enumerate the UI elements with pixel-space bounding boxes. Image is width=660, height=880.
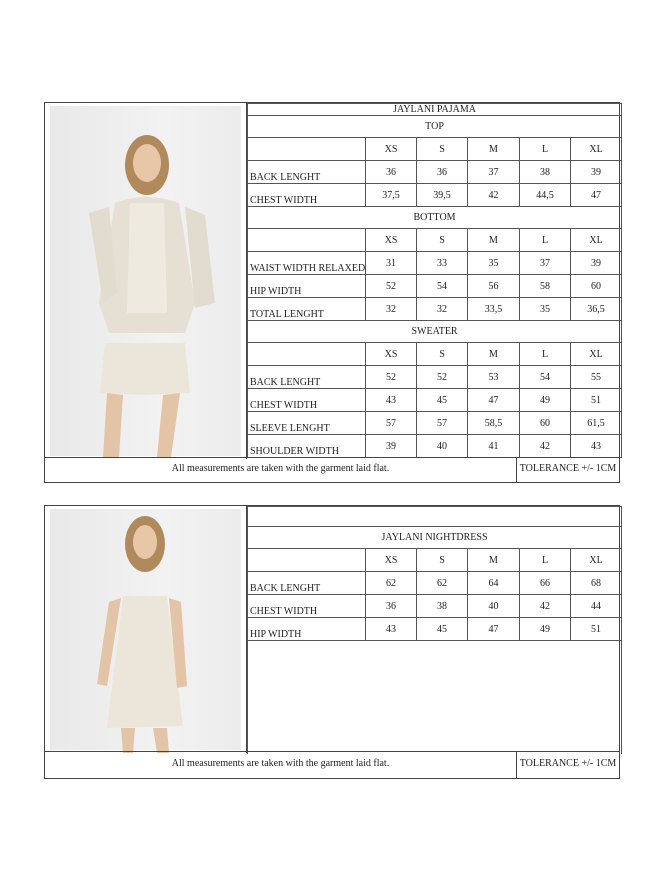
measurement-label: CHEST WIDTH <box>248 184 366 207</box>
measurement-value: 38 <box>417 595 468 618</box>
tolerance-label: TOLERANCE +/- 1CM <box>516 752 619 778</box>
measurement-value: 32 <box>417 298 468 321</box>
blank-row <box>248 507 622 527</box>
size-header: XL <box>571 138 622 161</box>
measurement-value: 31 <box>366 252 417 275</box>
size-header: L <box>520 549 571 572</box>
table-row <box>248 595 622 618</box>
measurement-value: 52 <box>417 366 468 389</box>
size-header: XL <box>571 229 622 252</box>
table-row <box>248 275 622 298</box>
measurement-label: BACK LENGHT <box>248 366 366 389</box>
measurement-value: 42 <box>468 184 520 207</box>
measurement-value: 52 <box>366 275 417 298</box>
pajama-model-photo <box>45 103 247 459</box>
section-title: BOTTOM <box>248 207 622 229</box>
size-header: L <box>520 138 571 161</box>
table-row <box>248 252 622 275</box>
blank-cell <box>248 641 622 754</box>
pajama-model-figure <box>45 103 247 459</box>
measurement-value: 58,5 <box>468 412 520 435</box>
measurement-value: 35 <box>468 252 520 275</box>
measurement-value: 43 <box>571 435 622 458</box>
measurement-label: BACK LENGHT <box>248 161 366 184</box>
measurement-value: 36 <box>366 161 417 184</box>
measurement-value: 60 <box>571 275 622 298</box>
size-header: M <box>468 229 520 252</box>
measurement-value: 45 <box>417 618 468 641</box>
measurement-value: 37 <box>468 161 520 184</box>
size-header-row <box>248 229 622 252</box>
measurement-value: 57 <box>366 412 417 435</box>
measurement-value: 64 <box>468 572 520 595</box>
size-header: L <box>520 343 571 366</box>
measurement-value: 66 <box>520 572 571 595</box>
measurement-value: 33 <box>417 252 468 275</box>
empty-header-cell <box>248 229 366 252</box>
table-row <box>248 161 622 184</box>
measurement-value: 43 <box>366 618 417 641</box>
measurement-value: 54 <box>520 366 571 389</box>
size-header: XS <box>366 549 417 572</box>
empty-header-cell <box>248 549 366 572</box>
table-row <box>248 389 622 412</box>
table-row <box>248 618 622 641</box>
measurement-value: 39 <box>366 435 417 458</box>
pajama-footer <box>45 457 619 482</box>
measurement-value: 43 <box>366 389 417 412</box>
measurement-value: 49 <box>520 618 571 641</box>
measurement-value: 32 <box>366 298 417 321</box>
blank-cell <box>248 507 622 527</box>
size-header: XS <box>366 343 417 366</box>
measurement-label: SLEEVE LENGHT <box>248 412 366 435</box>
table-row <box>248 435 622 458</box>
measurement-value: 60 <box>520 412 571 435</box>
measurement-label: SHOULDER WIDTH <box>248 435 366 458</box>
size-header: XL <box>571 549 622 572</box>
measurement-value: 40 <box>468 595 520 618</box>
measurement-value: 47 <box>468 618 520 641</box>
section-title: TOP <box>248 116 622 138</box>
measurement-label: HIP WIDTH <box>248 275 366 298</box>
measurement-value: 47 <box>571 184 622 207</box>
pajama-size-chart <box>44 102 620 483</box>
measurement-value: 36 <box>417 161 468 184</box>
nightdress-model-figure <box>45 506 247 753</box>
nightdress-size-chart <box>44 505 620 779</box>
measurement-note: All measurements are taken with the garment laid flat. <box>171 463 390 474</box>
title-row <box>248 527 622 549</box>
empty-header-cell <box>248 343 366 366</box>
size-header-row <box>248 549 622 572</box>
measurement-note: All measurements are taken with the garment laid flat. <box>171 758 390 769</box>
measurement-value: 40 <box>417 435 468 458</box>
title-row <box>248 104 622 116</box>
nightdress-footer <box>45 751 619 778</box>
measurement-value: 35 <box>520 298 571 321</box>
measurement-value: 38 <box>520 161 571 184</box>
size-header: S <box>417 229 468 252</box>
table-row <box>248 298 622 321</box>
measurement-value: 49 <box>520 389 571 412</box>
measurement-value: 36 <box>366 595 417 618</box>
measurement-value: 41 <box>468 435 520 458</box>
measurement-value: 61,5 <box>571 412 622 435</box>
measurement-value: 56 <box>468 275 520 298</box>
nightdress-table <box>247 506 622 754</box>
measurement-value: 58 <box>520 275 571 298</box>
size-header: S <box>417 343 468 366</box>
section-title: SWEATER <box>248 321 622 343</box>
measurement-value: 51 <box>571 389 622 412</box>
measurement-value: 51 <box>571 618 622 641</box>
size-header: XS <box>366 229 417 252</box>
size-header: L <box>520 229 571 252</box>
table-title: JAYLANI NIGHTDRESS <box>248 527 622 549</box>
size-header: S <box>417 138 468 161</box>
measurement-value: 39,5 <box>417 184 468 207</box>
section-row <box>248 321 622 343</box>
measurement-value: 36,5 <box>571 298 622 321</box>
measurement-value: 62 <box>366 572 417 595</box>
table-row <box>248 366 622 389</box>
measurement-value: 45 <box>417 389 468 412</box>
pajama-table <box>247 103 622 458</box>
table-row <box>248 412 622 435</box>
measurement-value: 68 <box>571 572 622 595</box>
measurement-value: 42 <box>520 435 571 458</box>
measurement-value: 47 <box>468 389 520 412</box>
measurement-value: 44 <box>571 595 622 618</box>
measurement-label: CHEST WIDTH <box>248 389 366 412</box>
measurement-value: 54 <box>417 275 468 298</box>
nightdress-model-photo <box>45 506 247 753</box>
measurement-value: 53 <box>468 366 520 389</box>
measurement-value: 57 <box>417 412 468 435</box>
measurement-label: BACK LENGHT <box>248 572 366 595</box>
table-row <box>248 572 622 595</box>
measurement-value: 39 <box>571 161 622 184</box>
measurement-value: 39 <box>571 252 622 275</box>
size-header-row <box>248 138 622 161</box>
measurement-value: 42 <box>520 595 571 618</box>
measurement-value: 37 <box>520 252 571 275</box>
measurement-value: 62 <box>417 572 468 595</box>
section-row <box>248 116 622 138</box>
size-header: XL <box>571 343 622 366</box>
size-header-row <box>248 343 622 366</box>
measurement-value: 55 <box>571 366 622 389</box>
measurement-value: 52 <box>366 366 417 389</box>
size-header: M <box>468 549 520 572</box>
measurement-label: CHEST WIDTH <box>248 595 366 618</box>
measurement-value: 44,5 <box>520 184 571 207</box>
tolerance-label: TOLERANCE +/- 1CM <box>516 458 619 482</box>
size-header: M <box>468 343 520 366</box>
measurement-label: HIP WIDTH <box>248 618 366 641</box>
table-row <box>248 184 622 207</box>
size-header: S <box>417 549 468 572</box>
size-header: M <box>468 138 520 161</box>
measurement-label: WAIST WIDTH RELAXED <box>248 252 366 275</box>
measurement-value: 33,5 <box>468 298 520 321</box>
measurement-label: TOTAL LENGHT <box>248 298 366 321</box>
size-header: XS <box>366 138 417 161</box>
empty-header-cell <box>248 138 366 161</box>
table-title: JAYLANI PAJAMA <box>248 104 622 116</box>
blank-row <box>248 641 622 754</box>
measurement-value: 37,5 <box>366 184 417 207</box>
section-row <box>248 207 622 229</box>
